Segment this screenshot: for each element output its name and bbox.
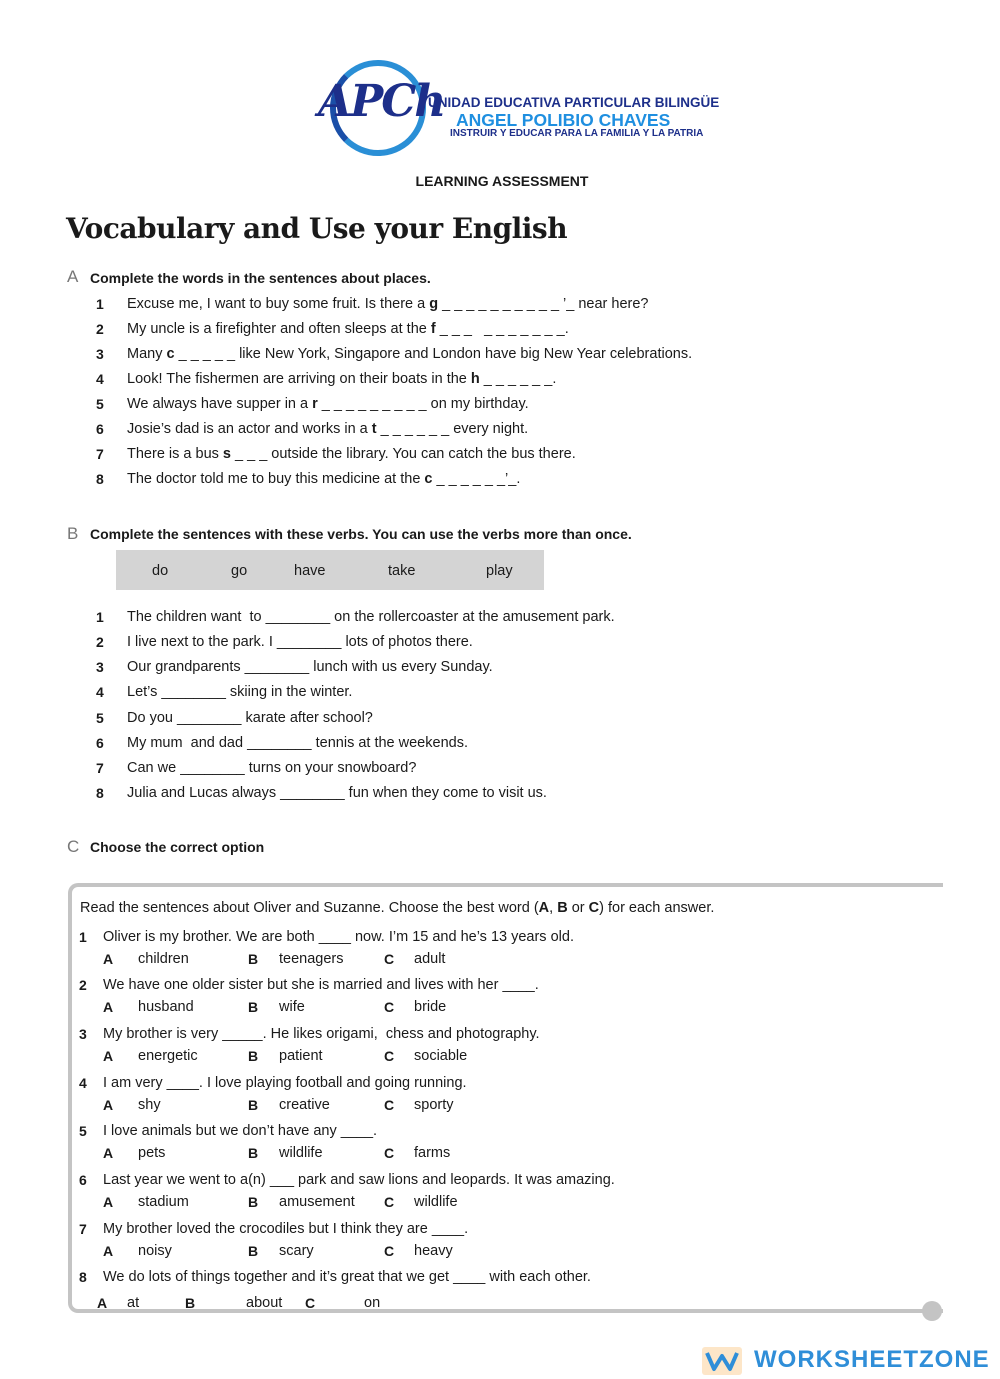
verb-have: have: [294, 563, 326, 579]
question-text: We have one older sister but she is married and lives with her ____.: [103, 977, 539, 993]
intro-option-c: C: [588, 900, 600, 916]
option-letter-c: C: [384, 1145, 395, 1161]
section-a-instruction: Complete the words in the sentences about places.: [90, 270, 431, 286]
sentence-text: Josie’s dad is an actor and works in a: [127, 421, 372, 437]
option-c: heavy: [414, 1243, 453, 1259]
option-b: wife: [279, 999, 305, 1015]
option-b: about: [246, 1295, 283, 1311]
item-number: 8: [96, 785, 104, 801]
question-number: 2: [79, 977, 87, 993]
option-letter-b: B: [248, 1048, 259, 1064]
question-number: 3: [79, 1026, 87, 1042]
section-a-letter: A: [67, 267, 79, 286]
sentence-text-end: _ _ _ _ _ _ _ _ _ on my birthday.: [317, 396, 529, 412]
verb-box: [116, 550, 544, 590]
section-c-intro: [80, 900, 714, 916]
sentence: [127, 396, 529, 412]
intro-text-4: ) for each answer.: [599, 900, 715, 916]
option-letter-a: A: [103, 999, 114, 1015]
option-letter-c: C: [384, 999, 395, 1015]
school-name-line1: UNIDAD EDUCATIVA PARTICULAR BILINGÜE: [428, 95, 720, 110]
question-text: My brother is very _____. He likes origami, chess and photography.: [103, 1026, 540, 1042]
sentence-text: The doctor told me to buy this medicine at the: [127, 471, 425, 487]
option-a: at: [127, 1295, 140, 1311]
option-letter-c: C: [384, 1048, 395, 1064]
first-letter-hint: h: [470, 371, 480, 387]
worksheetzone-brand: [754, 1346, 990, 1374]
sentence: Let’s ________ skiing in the winter.: [127, 684, 353, 700]
question-number: 4: [79, 1075, 87, 1091]
option-letter-a: A: [103, 1243, 114, 1259]
first-letter-hint: t: [371, 421, 377, 437]
question-number: 1: [79, 929, 87, 945]
option-a: shy: [138, 1097, 161, 1113]
sentence: [127, 421, 528, 437]
sentence-text: We always have supper in a: [127, 396, 313, 412]
option-letter-a: A: [103, 1097, 114, 1113]
brand-part-2: ZONE: [919, 1346, 990, 1373]
section-c-letter: C: [67, 837, 80, 856]
option-letter-b: B: [248, 1243, 259, 1259]
sentence: Do you ________ karate after school?: [127, 710, 373, 726]
item-number: 4: [96, 684, 104, 700]
option-letter-a: A: [103, 1194, 114, 1210]
option-letter-b: B: [248, 1145, 259, 1161]
question-text: My brother loved the crocodiles but I think they are ____.: [103, 1221, 469, 1237]
option-letter-b: B: [248, 1194, 259, 1210]
school-name-line2: ANGEL POLIBIO CHAVES: [456, 110, 671, 130]
item-number: 7: [96, 446, 104, 462]
first-letter-hint: c: [166, 346, 175, 362]
sentence: [127, 446, 576, 462]
option-c: bride: [414, 999, 447, 1015]
item-number: 2: [96, 321, 104, 337]
option-b: teenagers: [279, 951, 344, 967]
sentence-text-end: _ _ _ _ _ _.: [479, 371, 557, 387]
sentence-text: Many: [127, 346, 167, 362]
question-panel: [68, 883, 943, 1313]
option-letter-b: B: [248, 999, 259, 1015]
sentence-text: Excuse me, I want to buy some fruit. Is there a: [127, 296, 430, 312]
sentence: The children want to ________ on the rollercoaster at the amusement park.: [127, 609, 615, 625]
first-letter-hint: f: [430, 321, 436, 337]
school-motto: INSTRUIR Y EDUCAR PARA LA FAMILIA Y LA PATRIA: [450, 128, 704, 139]
worksheetzone-logo-icon: [702, 1347, 742, 1375]
sentence-text-end: _ _ _ _ _ like New York, Singapore and London have big New Year celebrations.: [174, 346, 693, 362]
intro-text-3: or: [567, 900, 589, 916]
brand-part-1: WORKSHEET: [754, 1346, 919, 1373]
option-b: scary: [279, 1243, 314, 1259]
question-text: We do lots of things together and it’s great that we get ____ with each other.: [103, 1269, 591, 1285]
option-letter-b: B: [185, 1295, 196, 1311]
option-letter-b: B: [248, 1097, 259, 1113]
sentence-text-end: _ _ _ _ _ _ every night.: [376, 421, 529, 437]
option-c: sporty: [414, 1097, 454, 1113]
sentence: [127, 321, 569, 337]
item-number: 3: [96, 346, 104, 362]
option-a: pets: [138, 1145, 166, 1161]
option-b: creative: [279, 1097, 330, 1113]
item-number: 5: [96, 710, 104, 726]
option-a: husband: [138, 999, 194, 1015]
sentence-text-end: _ _ _ _ _ _ _ _ _ _ ’_ near here?: [438, 296, 649, 312]
sentence: Julia and Lucas always ________ fun when they come to visit us.: [127, 785, 547, 801]
intro-option-a: A: [538, 900, 550, 916]
option-b: amusement: [279, 1194, 355, 1210]
intro-text-1: Read the sentences about Oliver and Suzanne. Choose the best word (: [80, 900, 539, 916]
section-c-instruction: Choose the correct option: [90, 839, 265, 855]
option-a: energetic: [138, 1048, 198, 1064]
question-text: Oliver is my brother. We are both ____ now. I’m 15 and he’s 13 years old.: [103, 929, 574, 945]
question-text: Last year we went to a(n) ___ park and saw lions and leopards. It was amazing.: [103, 1172, 615, 1188]
item-number: 1: [96, 609, 104, 625]
item-number: 6: [96, 421, 104, 437]
item-number: 2: [96, 634, 104, 650]
option-a: noisy: [138, 1243, 172, 1259]
verb-play: play: [486, 563, 513, 579]
assessment-heading: LEARNING ASSESSMENT: [415, 173, 589, 189]
section-b-instruction: Complete the sentences with these verbs. You can use the verbs more than once.: [90, 526, 632, 542]
item-number: 6: [96, 735, 104, 751]
sentence: Our grandparents ________ lunch with us every Sunday.: [127, 659, 493, 675]
sentence-text: Look! The fishermen are arriving on their boats in the: [127, 371, 471, 387]
option-c: wildlife: [414, 1194, 458, 1210]
item-number: 5: [96, 396, 104, 412]
first-letter-hint: s: [222, 446, 231, 462]
option-b: wildlife: [279, 1145, 323, 1161]
school-logo: APCh: [318, 76, 445, 127]
item-number: 8: [96, 471, 104, 487]
page-title: Vocabulary and Use your English: [66, 212, 568, 245]
option-c: adult: [414, 951, 446, 967]
option-letter-b: B: [248, 951, 259, 967]
option-letter-c: C: [384, 1194, 395, 1210]
sentence-text-end: _ _ _ _ _ _ _ _ _ _.: [435, 321, 569, 337]
option-letter-a: A: [103, 1145, 114, 1161]
option-b: patient: [279, 1048, 323, 1064]
option-a: stadium: [138, 1194, 189, 1210]
section-b-letter: B: [67, 524, 79, 543]
sentence: I live next to the park. I ________ lots of photos there.: [127, 634, 473, 650]
intro-text-2: ,: [549, 900, 558, 916]
panel-scroll-knob: [922, 1301, 942, 1321]
verb-go: go: [231, 563, 248, 579]
question-text: I am very ____. I love playing football and going running.: [103, 1075, 467, 1091]
item-number: 3: [96, 659, 104, 675]
item-number: 1: [96, 296, 104, 312]
question-number: 8: [79, 1269, 87, 1285]
item-number: 7: [96, 760, 104, 776]
option-letter-c: C: [384, 1243, 395, 1259]
option-letter-a: A: [103, 1048, 114, 1064]
option-letter-c: C: [384, 1097, 395, 1113]
option-a: children: [138, 951, 189, 967]
option-c: farms: [414, 1145, 451, 1161]
option-letter-c: C: [305, 1295, 316, 1311]
sentence: My mum and dad ________ tennis at the weekends.: [127, 735, 468, 751]
question-number: 7: [79, 1221, 87, 1237]
sentence: [127, 471, 520, 487]
question-number: 6: [79, 1172, 87, 1188]
verb-do: do: [152, 563, 169, 579]
first-letter-hint: c: [424, 471, 433, 487]
verb-take: take: [388, 563, 416, 579]
first-letter-hint: r: [312, 396, 318, 412]
sentence-text: There is a bus: [127, 446, 223, 462]
option-letter-c: C: [384, 951, 395, 967]
item-number: 4: [96, 371, 104, 387]
option-letter-a: A: [103, 951, 114, 967]
option-letter-a: A: [97, 1295, 108, 1311]
first-letter-hint: g: [429, 296, 439, 312]
sentence: Can we ________ turns on your snowboard?: [127, 760, 417, 776]
sentence: [127, 371, 556, 387]
sentence-text: My uncle is a firefighter and often sleeps at the: [127, 321, 431, 337]
sentence-text-end: _ _ _ _ _ _’_.: [432, 471, 521, 487]
option-c: sociable: [414, 1048, 468, 1064]
intro-option-b: B: [557, 900, 568, 916]
option-c: on: [364, 1295, 381, 1311]
sentence: [127, 346, 692, 362]
sentence-text-end: _ _ _ outside the library. You can catch the bus there.: [231, 446, 576, 462]
question-number: 5: [79, 1123, 87, 1139]
sentence: [127, 296, 648, 312]
question-text: I love animals but we don’t have any ____.: [103, 1123, 378, 1139]
